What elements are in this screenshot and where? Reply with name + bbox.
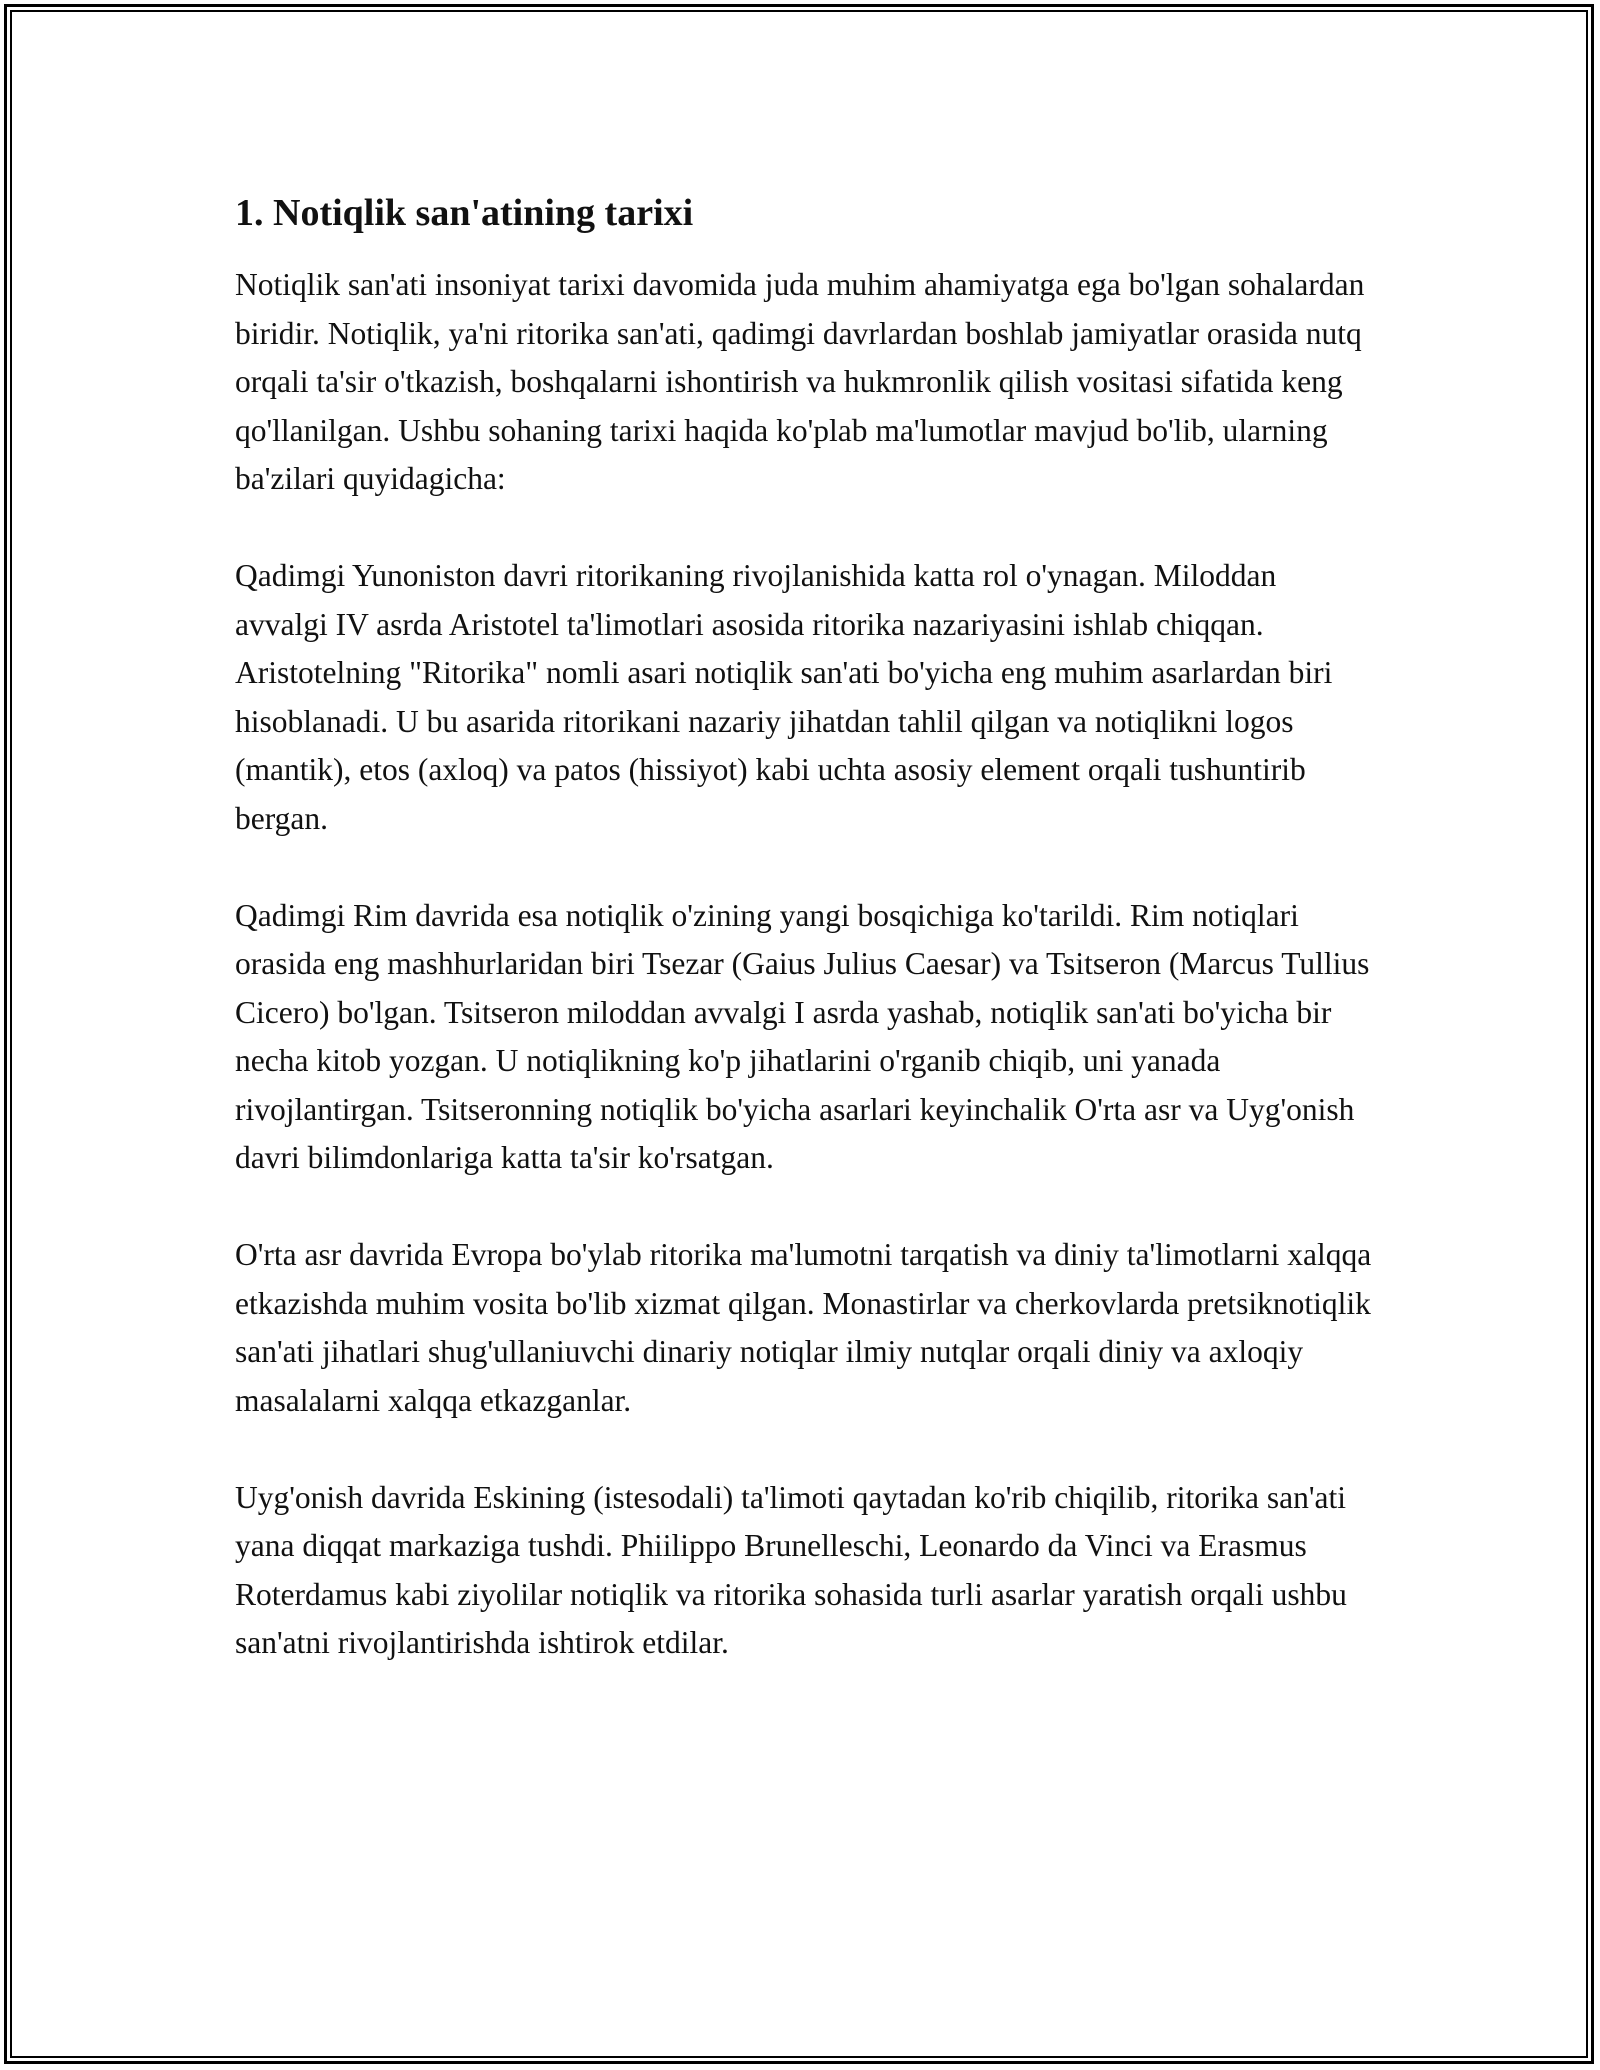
- paragraph-renaissance: Uyg'onish davrida Eskining (istesodali) ta'limoti qaytadan ko'rib chiqilib, ritorika san'ati yana diqqat markaziga tushdi. Phiilippo Brunelleschi, Leonardo da Vinci va Erasmus Roterdamus kabi ziyolilar notiqlik va ritorika sohasida turli asarlar yaratish orqali ushbu san'atni rivojlantirishda ishtirok etdilar.: [235, 1479, 1347, 1660]
- paragraph-ancient-greece: Qadimgi Yunoniston davri ritorikaning rivojlanishida katta rol o'ynagan. Miloddan avvalgi IV asrda Aristotel ta'limotlari asosida ritorika nazariyasini ishlab chiqqan. Aristotelning "Ritorika" nomli asari notiqlik san'ati bo'yicha eng muhim asarlardan biri hisoblanadi. U bu asarida ritorikani nazariy jihatdan tahlil qilgan va notiqlikni logos (mantik), etos (axloq) va patos (hissiyot) kabi uchta asosiy element orqali tushuntirib bergan.: [235, 558, 1333, 836]
- paragraph-intro: Notiqlik san'ati insoniyat tarixi davomida juda muhim ahamiyatga ega bo'lgan sohalardan biridir. Notiqlik, ya'ni ritorika san'ati, qadimgi davrlardan boshlab jamiyatlar orasida nutq orqali ta'sir o'tkazish, boshqalarni ishontirish va hukmronlik qilish vositasi sifatida keng qo'llanilgan. Ushbu sohaning tarixi haqida ko'plab ma'lumotlar mavjud bo'lib, ularning ba'zilari quyidagicha:: [235, 267, 1365, 496]
- paragraph-ancient-rome: Qadimgi Rim davrida esa notiqlik o'zining yangi bosqichiga ko'tarildi. Rim notiqlari orasida eng mashhurlaridan biri Tsezar (Gaius Julius Caesar) va Tsitseron (Marcus Tullius Cicero) bo'lgan. Tsitseron miloddan avvalgi I asrda yashab, notiqlik san'ati bo'yicha bir necha kitob yozgan. U notiqlikning ko'p jihatlarini o'rganib chiqib, uni yanada rivojlantirgan. Tsitseronning notiqlik bo'yicha asarlari keyinchalik O'rta asr va Uyg'onish davri bilimdonlariga katta ta'sir ko'rsatgan.: [235, 897, 1370, 1175]
- section-title: 1. Notiqlik san'atining tarixi: [235, 192, 694, 234]
- paragraph-middle-ages: O'rta asr davrida Evropa bo'ylab ritorika ma'lumotni tarqatish va diniy ta'limotlarni xalqqa etkazishda muhim vosita bo'lib xizmat qilgan. Monastirlar va cherkovlarda pretsiknotiqlik san'ati jihatlari shug'ullaniuvchi dinariy notiqlar ilmiy nutqlar orqali diniy va axloqiy masalalarni xalqqa etkazganlar.: [235, 1237, 1372, 1418]
- document-body: [235, 189, 1375, 1668]
